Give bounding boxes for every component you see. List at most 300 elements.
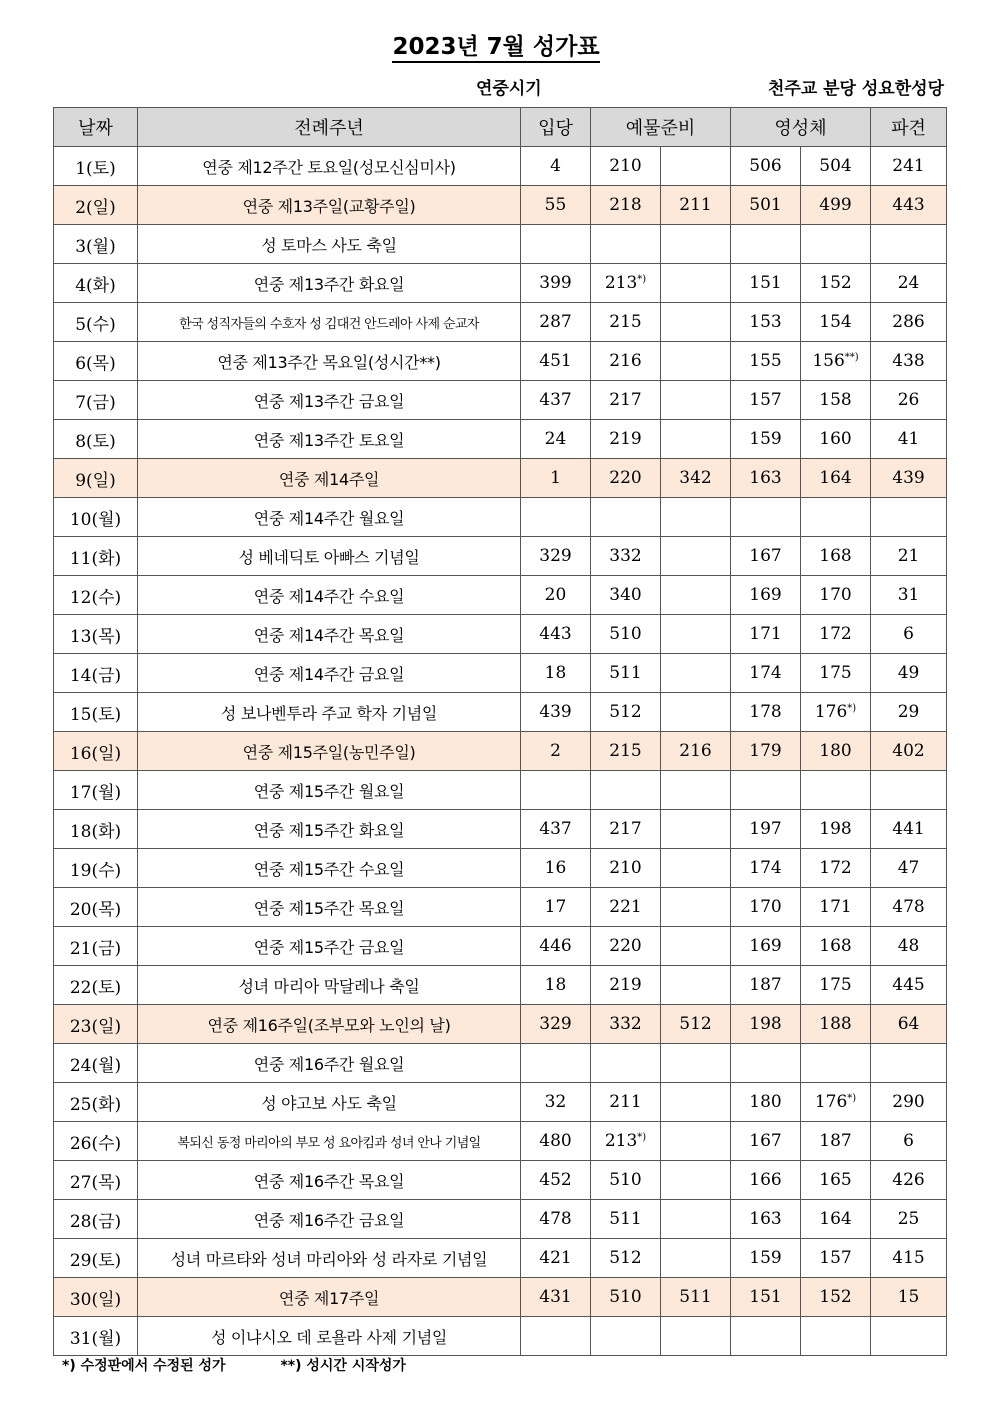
offertory-hymn-value: 215 [609,741,642,761]
celebration-value: 연중 제14주간 목요일 [253,625,405,645]
communion-hymn-value: 197 [749,819,782,839]
date-cell [54,1083,138,1122]
offertory-hymn-2-value: 511 [679,1287,712,1307]
recessional-hymn-cell [871,225,947,264]
footnote-mark: *) [637,274,647,285]
communion-hymn-2-value: 160 [819,429,852,449]
communion-hymn-2-cell [801,1083,871,1122]
recessional-hymn-cell [871,1161,947,1200]
offertory-hymn-cell [591,888,661,927]
offertory-hymn-2-cell [661,693,731,732]
offertory-hymn-value: 219 [609,975,642,995]
communion-hymn-2-value: 187 [819,1131,852,1151]
offertory-hymn-2-cell [661,381,731,420]
entrance-hymn-value: 329 [539,1014,572,1034]
offertory-hymn-cell [591,576,661,615]
celebration-cell [138,420,521,459]
recessional-hymn-cell [871,927,947,966]
date-value: 1(토) [75,158,116,179]
table-row [54,732,947,771]
celebration-value: 연중 제13주간 금요일 [253,391,405,411]
celebration-cell [138,1005,521,1044]
table-row [54,615,947,654]
celebration-cell [138,966,521,1005]
celebration-cell [138,264,521,303]
offertory-hymn-cell [591,615,661,654]
recessional-hymn-value: 415 [892,1248,925,1268]
communion-hymn-value: 174 [749,663,782,683]
offertory-hymn-cell [591,693,661,732]
communion-hymn-2-cell [801,654,871,693]
communion-hymn-2-cell [801,459,871,498]
recessional-hymn-value: 64 [897,1014,920,1034]
recessional-hymn-cell [871,1239,947,1278]
offertory-hymn-2-cell [661,771,731,810]
offertory-hymn-2-cell [661,303,731,342]
date-value: 19(수) [69,860,122,881]
recessional-hymn-value: 25 [897,1209,920,1229]
date-cell [54,849,138,888]
celebration-cell [138,1122,521,1161]
communion-hymn-cell [731,420,801,459]
communion-hymn-value: 167 [749,546,782,566]
header-communion: 영성체 [731,108,871,147]
date-value: 3(월) [75,236,116,257]
table-row [54,654,947,693]
date-value: 20(목) [69,899,122,920]
offertory-hymn-2-cell [661,615,731,654]
entrance-hymn-cell [521,1278,591,1317]
communion-hymn-2-cell [801,771,871,810]
communion-hymn-2-value: 198 [819,819,852,839]
entrance-hymn-cell [521,1317,591,1356]
offertory-hymn-2-cell [661,1044,731,1083]
celebration-value: 연중 제12주간 토요일(성모신심미사) [202,157,456,177]
date-cell [54,966,138,1005]
recessional-hymn-cell [871,888,947,927]
celebration-cell [138,654,521,693]
communion-hymn-cell [731,849,801,888]
offertory-hymn-2-cell [661,576,731,615]
offertory-hymn-cell [591,1161,661,1200]
entrance-hymn-cell [521,732,591,771]
communion-hymn-2-value: 172 [819,624,852,644]
entrance-hymn-cell [521,303,591,342]
recessional-hymn-value: 47 [897,858,920,878]
recessional-hymn-value: 26 [897,390,920,410]
entrance-hymn-value: 24 [544,429,567,449]
celebration-cell [138,1161,521,1200]
recessional-hymn-value: 24 [897,273,920,293]
celebration-cell [138,498,521,537]
date-value: 8(토) [75,431,116,452]
communion-hymn-2-cell [801,1278,871,1317]
recessional-hymn-cell [871,576,947,615]
communion-hymn-cell [731,654,801,693]
communion-hymn-2-cell [801,888,871,927]
recessional-hymn-cell [871,420,947,459]
date-value: 5(수) [75,314,116,335]
date-value: 25(화) [69,1094,122,1115]
celebration-value: 연중 제14주간 월요일 [253,508,405,528]
offertory-hymn-2-cell [661,1317,731,1356]
communion-hymn-2-value: 168 [819,546,852,566]
celebration-cell [138,888,521,927]
communion-hymn-value: 151 [749,273,782,293]
entrance-hymn-cell [521,1122,591,1161]
table-row [54,771,947,810]
celebration-value: 연중 제14주간 금요일 [253,664,405,684]
communion-hymn-2-cell [801,342,871,381]
table-row [54,576,947,615]
communion-hymn-2-cell [801,303,871,342]
communion-hymn-value: 501 [749,195,782,215]
communion-hymn-2-cell [801,1200,871,1239]
table-row [54,849,947,888]
date-cell [54,732,138,771]
date-cell [54,498,138,537]
communion-hymn-value: 170 [749,897,782,917]
communion-hymn-2-cell [801,1161,871,1200]
celebration-value: 연중 제15주간 수요일 [253,859,405,879]
table-row [54,186,947,225]
date-value: 6(목) [75,353,116,374]
celebration-cell [138,459,521,498]
communion-hymn-2-cell [801,1317,871,1356]
offertory-hymn-value: 332 [609,1014,642,1034]
offertory-hymn-cell [591,966,661,1005]
date-cell [54,1005,138,1044]
communion-hymn-2-cell [801,537,871,576]
offertory-hymn-cell [591,1200,661,1239]
communion-hymn-2-cell [801,420,871,459]
celebration-cell [138,1083,521,1122]
celebration-cell [138,186,521,225]
celebration-value: 연중 제13주일(교황주일) [242,196,416,216]
offertory-hymn-cell [591,1317,661,1356]
recessional-hymn-value: 41 [897,429,920,449]
offertory-hymn-cell [591,537,661,576]
entrance-hymn-value: 421 [539,1248,572,1268]
offertory-hymn-cell [591,654,661,693]
communion-hymn-2-cell [801,732,871,771]
recessional-hymn-value: 426 [892,1170,925,1190]
recessional-hymn-cell [871,342,947,381]
offertory-hymn-2-cell [661,810,731,849]
celebration-value: 연중 제16주간 월요일 [253,1054,405,1074]
communion-hymn-cell [731,693,801,732]
table-row [54,1317,947,1356]
celebration-cell [138,771,521,810]
communion-hymn-2-cell [801,693,871,732]
celebration-cell [138,1317,521,1356]
date-value: 29(토) [69,1250,122,1271]
communion-hymn-2-value: 152 [819,1287,852,1307]
entrance-hymn-cell [521,927,591,966]
date-value: 22(토) [69,977,122,998]
celebration-cell [138,1200,521,1239]
offertory-hymn-value: 217 [609,819,642,839]
communion-hymn-cell [731,1239,801,1278]
offertory-hymn-2-cell [661,1005,731,1044]
offertory-hymn-2-cell [661,498,731,537]
date-value: 10(월) [69,509,122,530]
date-cell [54,810,138,849]
entrance-hymn-value: 437 [539,390,572,410]
offertory-hymn-2-cell [661,966,731,1005]
offertory-hymn-cell [591,303,661,342]
communion-hymn-2-cell [801,1122,871,1161]
entrance-hymn-cell [521,849,591,888]
date-cell [54,654,138,693]
offertory-hymn-cell [591,1044,661,1083]
communion-hymn-value: 167 [749,1131,782,1151]
celebration-value: 연중 제15주일(농민주일) [242,742,416,762]
communion-hymn-2-value: 154 [819,312,852,332]
recessional-hymn-cell [871,1278,947,1317]
communion-hymn-2-cell [801,147,871,186]
communion-hymn-2-value: 165 [819,1170,852,1190]
offertory-hymn-cell [591,147,661,186]
table-row [54,225,947,264]
communion-hymn-value: 171 [749,624,782,644]
celebration-cell [138,615,521,654]
offertory-hymn-2-value: 211 [679,195,712,215]
date-value: 21(금) [69,938,122,959]
date-cell [54,1317,138,1356]
communion-hymn-2-value: 180 [819,741,852,761]
entrance-hymn-value: 20 [544,585,567,605]
entrance-hymn-cell [521,264,591,303]
celebration-value: 연중 제16주간 금요일 [253,1210,405,1230]
table-row [54,147,947,186]
communion-hymn-cell [731,1083,801,1122]
table-header-row [54,108,947,147]
recessional-hymn-value: 290 [892,1092,925,1112]
recessional-hymn-value: 443 [892,195,925,215]
header-entrance: 입당 [521,108,591,147]
communion-hymn-2-cell [801,186,871,225]
date-cell [54,576,138,615]
communion-hymn-value: 169 [749,585,782,605]
offertory-hymn-cell [591,498,661,537]
communion-hymn-value: 159 [749,1248,782,1268]
offertory-hymn-cell [591,1278,661,1317]
communion-hymn-cell [731,615,801,654]
table-row [54,459,947,498]
table-row [54,1278,947,1317]
offertory-hymn-value: 512 [609,1248,642,1268]
offertory-hymn-value: 510 [609,1170,642,1190]
entrance-hymn-cell [521,498,591,537]
communion-hymn-cell [731,1044,801,1083]
recessional-hymn-value: 241 [892,156,925,176]
celebration-cell [138,303,521,342]
offertory-hymn-2-cell [661,1083,731,1122]
entrance-hymn-value: 439 [539,702,572,722]
communion-hymn-cell [731,1317,801,1356]
communion-hymn-value: 163 [749,1209,782,1229]
recessional-hymn-cell [871,381,947,420]
recessional-hymn-value: 6 [903,1131,914,1151]
communion-hymn-cell [731,303,801,342]
communion-hymn-value: 169 [749,936,782,956]
date-value: 30(일) [69,1289,122,1310]
celebration-cell [138,810,521,849]
celebration-value: 한국 성직자들의 수호자 성 김대건 안드레아 사제 순교자 [179,316,479,332]
recessional-hymn-value: 49 [897,663,920,683]
entrance-hymn-value: 329 [539,546,572,566]
entrance-hymn-cell [521,693,591,732]
entrance-hymn-cell [521,810,591,849]
entrance-hymn-cell [521,576,591,615]
date-value: 23(일) [69,1016,122,1037]
communion-hymn-2-cell [801,849,871,888]
date-cell [54,459,138,498]
offertory-hymn-value: 332 [609,546,642,566]
communion-hymn-cell [731,264,801,303]
entrance-hymn-cell [521,147,591,186]
offertory-hymn-cell [591,264,661,303]
offertory-hymn-value: 219 [609,429,642,449]
recessional-hymn-cell [871,147,947,186]
date-cell [54,264,138,303]
table-row [54,1044,947,1083]
recessional-hymn-cell [871,810,947,849]
communion-hymn-2-cell [801,810,871,849]
entrance-hymn-value: 452 [539,1170,572,1190]
communion-hymn-2-value: 188 [819,1014,852,1034]
communion-hymn-value: 157 [749,390,782,410]
recessional-hymn-cell [871,615,947,654]
recessional-hymn-cell [871,654,947,693]
celebration-cell [138,1044,521,1083]
communion-hymn-2-value: 152 [819,273,852,293]
recessional-hymn-value: 286 [892,312,925,332]
communion-hymn-value: 506 [749,156,782,176]
offertory-hymn-value: 218 [609,195,642,215]
communion-hymn-2-cell [801,927,871,966]
table-row [54,1005,947,1044]
date-value: 16(일) [69,743,122,764]
celebration-value: 성 보나벤투라 주교 학자 기념일 [220,703,438,723]
communion-hymn-cell [731,147,801,186]
date-value: 12(수) [69,587,122,608]
date-cell [54,927,138,966]
communion-hymn-value: 163 [749,468,782,488]
recessional-hymn-value: 402 [892,741,925,761]
table-row [54,264,947,303]
offertory-hymn-2-cell [661,732,731,771]
recessional-hymn-cell [871,498,947,537]
footnote-holy-hour: **) 성시간 시작성가 [280,1358,406,1374]
communion-hymn-2-cell [801,1044,871,1083]
entrance-hymn-value: 16 [544,858,567,878]
table-row [54,1200,947,1239]
date-value: 15(토) [69,704,122,725]
communion-hymn-cell [731,1200,801,1239]
celebration-cell [138,576,521,615]
footnote-mark: *) [847,1093,857,1104]
recessional-hymn-value: 15 [897,1287,920,1307]
communion-hymn-2-value: 175 [819,663,852,683]
date-cell [54,1044,138,1083]
communion-hymn-2-cell [801,576,871,615]
communion-hymn-value: 178 [749,702,782,722]
entrance-hymn-value: 1 [550,468,561,488]
communion-hymn-cell [731,537,801,576]
communion-hymn-cell [731,732,801,771]
recessional-hymn-value: 21 [897,546,920,566]
header-date: 날짜 [54,108,138,147]
entrance-hymn-value: 443 [539,624,572,644]
celebration-value: 성 토마스 사도 축일 [261,235,397,255]
entrance-hymn-cell [521,771,591,810]
header-recessional: 파견 [871,108,947,147]
recessional-hymn-cell [871,1083,947,1122]
offertory-hymn-2-cell [661,537,731,576]
recessional-hymn-cell [871,1005,947,1044]
date-cell [54,342,138,381]
offertory-hymn-2-cell [661,1278,731,1317]
offertory-hymn-value: 216 [609,351,642,371]
entrance-hymn-value: 32 [544,1092,567,1112]
date-cell [54,420,138,459]
date-cell [54,1161,138,1200]
celebration-cell [138,849,521,888]
recessional-hymn-value: 478 [892,897,925,917]
offertory-hymn-value: 215 [609,312,642,332]
page-title [0,28,992,61]
offertory-hymn-cell [591,810,661,849]
celebration-value: 연중 제13주간 목요일(성시간**) [217,352,441,372]
communion-hymn-cell [731,927,801,966]
celebration-value: 연중 제14주일 [278,469,380,489]
entrance-hymn-cell [521,225,591,264]
offertory-hymn-2-cell [661,147,731,186]
table-row [54,693,947,732]
header-celebration: 전례주년 [138,108,521,147]
recessional-hymn-value: 438 [892,351,925,371]
date-value: 11(화) [69,548,122,569]
date-cell [54,381,138,420]
offertory-hymn-cell [591,420,661,459]
communion-hymn-2-cell [801,225,871,264]
table-row [54,1122,947,1161]
communion-hymn-2-value: 164 [819,1209,852,1229]
communion-hymn-2-value: 176 [814,1092,848,1112]
date-value: 26(수) [69,1133,122,1154]
offertory-hymn-cell [591,342,661,381]
date-cell [54,537,138,576]
date-cell [54,1278,138,1317]
offertory-hymn-cell [591,459,661,498]
offertory-hymn-2-cell [661,849,731,888]
communion-hymn-cell [731,186,801,225]
offertory-hymn-2-value: 512 [679,1014,712,1034]
offertory-hymn-cell [591,1083,661,1122]
entrance-hymn-cell [521,1200,591,1239]
communion-hymn-2-cell [801,264,871,303]
communion-hymn-value: 155 [749,351,782,371]
recessional-hymn-cell [871,186,947,225]
celebration-value: 연중 제15주간 목요일 [253,898,405,918]
entrance-hymn-cell [521,342,591,381]
communion-hymn-2-value: 170 [819,585,852,605]
communion-hymn-2-value: 156 [812,351,845,371]
date-value: 13(목) [69,626,122,647]
offertory-hymn-value: 210 [609,156,642,176]
